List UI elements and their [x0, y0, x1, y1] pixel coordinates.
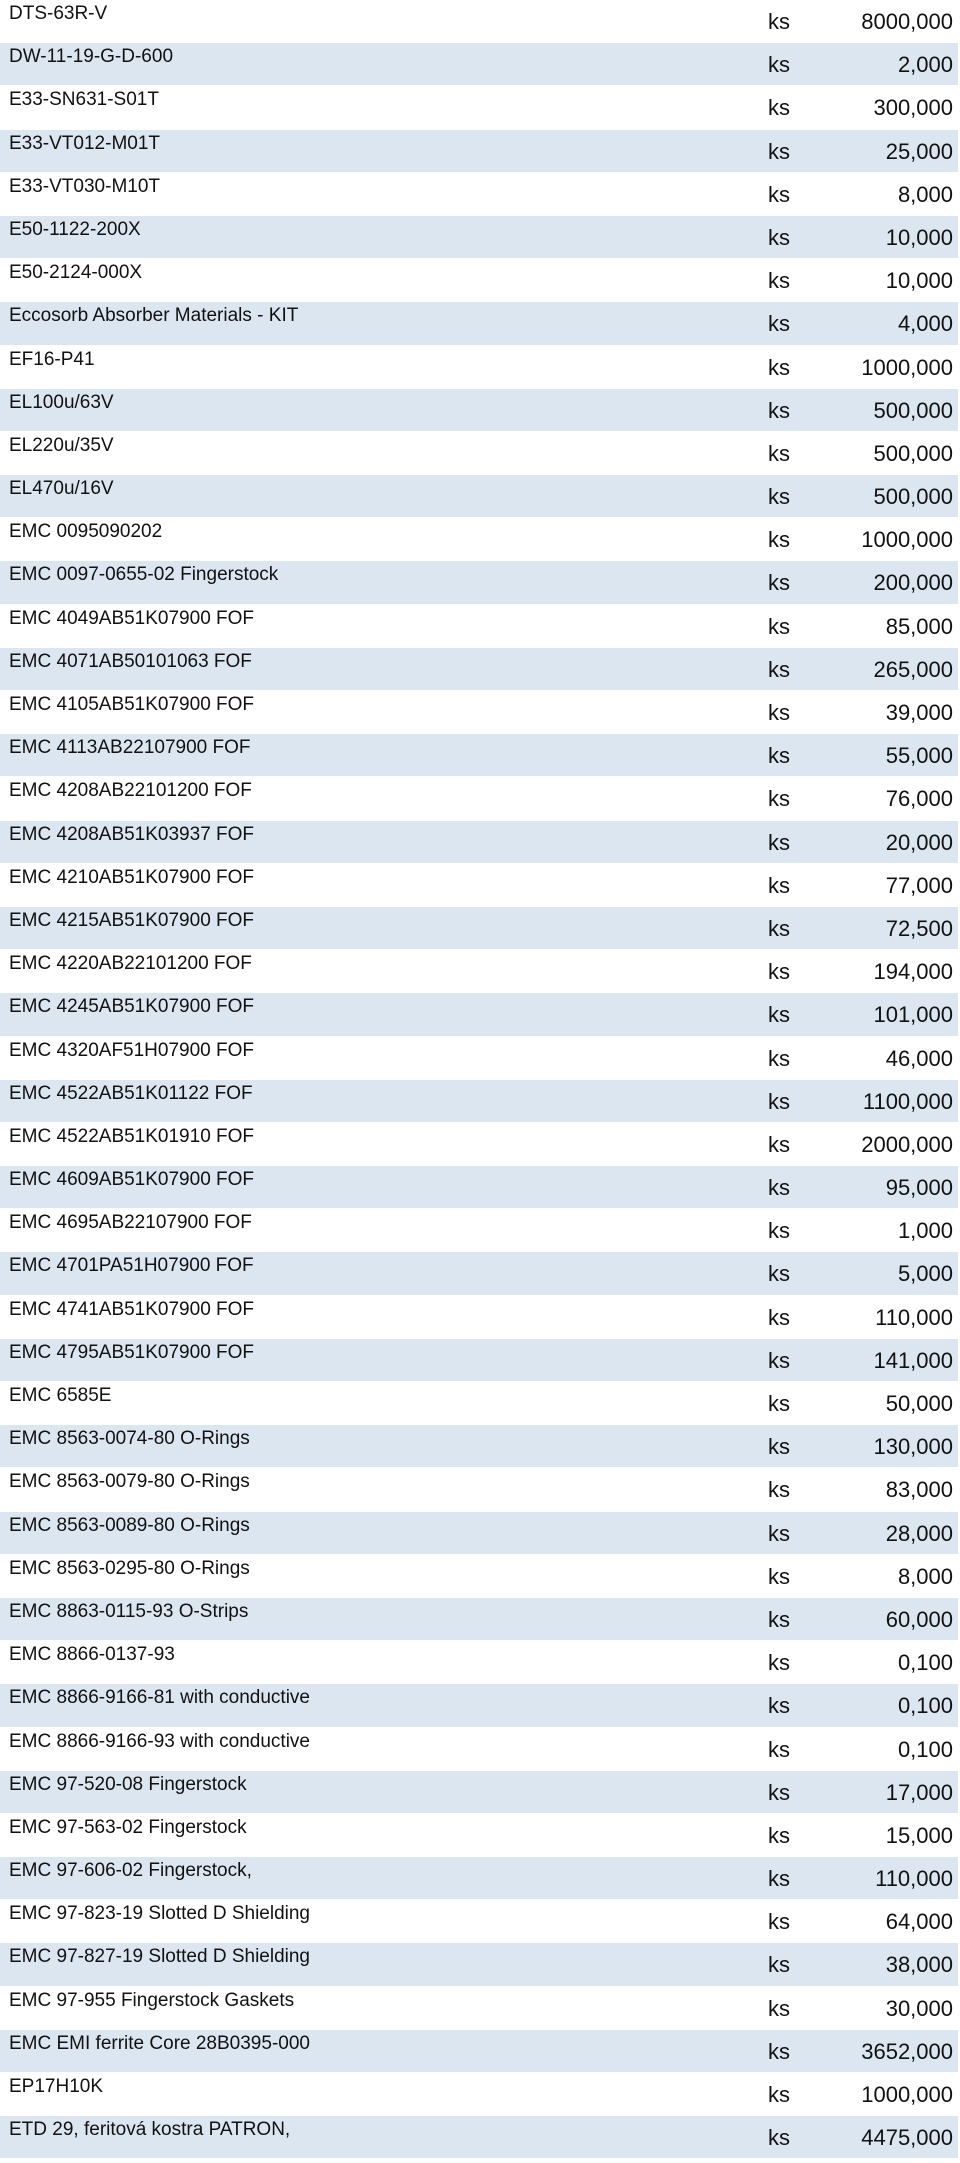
- item-name: EL220u/35V: [9, 434, 114, 456]
- table-row: [0, 0, 960, 43]
- item-quantity: 0,100: [897, 1650, 953, 1676]
- item-quantity: 2000,000: [861, 1131, 953, 1157]
- item-quantity: 500,000: [873, 484, 953, 510]
- table-row: [0, 648, 960, 691]
- item-name: EMC 4215AB51K07900 FOF: [9, 909, 255, 931]
- item-unit: ks: [768, 829, 790, 855]
- item-unit: ks: [768, 959, 790, 985]
- item-name: EMC 97-827-19 Slotted D Shielding: [9, 1946, 311, 1968]
- item-quantity: 72,500: [885, 915, 953, 941]
- item-unit: ks: [768, 1909, 790, 1935]
- table-row: [0, 302, 960, 345]
- table-row: [0, 1209, 960, 1252]
- item-unit: ks: [768, 1866, 790, 1892]
- table-row: [0, 346, 960, 389]
- table-row: [0, 1468, 960, 1511]
- table-row: [0, 1512, 960, 1555]
- item-quantity: 1100,000: [862, 1088, 953, 1114]
- item-unit: ks: [768, 9, 790, 34]
- table-row: [0, 605, 960, 648]
- item-name: EMC 4210AB51K07900 FOF: [9, 866, 255, 888]
- item-name: EL470u/16V: [9, 478, 114, 500]
- table-row: [0, 1080, 960, 1123]
- item-quantity: 1,000: [897, 1218, 953, 1244]
- item-name: EMC 8863-0115-93 O-Strips: [9, 1600, 249, 1622]
- item-unit: ks: [768, 1002, 790, 1028]
- item-quantity: 15,000: [885, 1822, 953, 1848]
- item-quantity: 4,000: [897, 311, 953, 337]
- item-unit: ks: [768, 1218, 790, 1244]
- item-unit: ks: [768, 786, 790, 812]
- item-name: EMC 8563-0295-80 O-Rings: [9, 1557, 250, 1579]
- item-quantity: 500,000: [873, 397, 953, 423]
- item-unit: ks: [768, 1131, 790, 1157]
- table-row: [0, 130, 960, 173]
- item-quantity: 110,000: [875, 1304, 953, 1330]
- table-row: [0, 1555, 960, 1598]
- item-unit: ks: [768, 743, 790, 769]
- item-name: EMC 97-955 Fingerstock Gaskets: [9, 1989, 295, 2011]
- table-row: [0, 864, 960, 907]
- item-unit: ks: [768, 224, 790, 250]
- table-row: [0, 1684, 960, 1727]
- item-name: EMC 8866-9166-81 with conductive: [9, 1687, 311, 1709]
- item-unit: ks: [768, 52, 790, 78]
- item-unit: ks: [768, 1822, 790, 1848]
- item-name: EMC 4609AB51K07900 FOF: [9, 1169, 255, 1191]
- item-name: EP17H10K: [9, 2076, 104, 2097]
- item-quantity: 64,000: [885, 1909, 953, 1935]
- item-name: EMC 8563-0074-80 O-Rings: [9, 1428, 250, 1450]
- item-quantity: 1000,000: [861, 354, 953, 380]
- item-unit: ks: [768, 95, 790, 121]
- table-row: [0, 1943, 960, 1986]
- item-quantity: 39,000: [885, 700, 953, 725]
- item-quantity: 130,000: [873, 1434, 953, 1460]
- table-row: [0, 1252, 960, 1295]
- table-row: [0, 561, 960, 604]
- item-unit: ks: [768, 1434, 790, 1460]
- item-unit: ks: [768, 1736, 790, 1762]
- item-quantity: 85,000: [885, 613, 953, 639]
- item-quantity: 50,000: [885, 1391, 953, 1416]
- item-unit: ks: [768, 1693, 790, 1719]
- table-row: [0, 993, 960, 1036]
- item-name: EMC 4320AF51H07900 FOF: [9, 1039, 255, 1061]
- item-unit: ks: [768, 872, 790, 898]
- item-quantity: 300,000: [873, 95, 953, 121]
- row-divider: [0, 2158, 960, 2159]
- item-unit: ks: [768, 700, 790, 725]
- item-unit: ks: [768, 613, 790, 639]
- item-quantity: 17,000: [885, 1779, 953, 1805]
- item-quantity: 10,000: [885, 224, 953, 250]
- item-quantity: 60,000: [885, 1606, 953, 1632]
- table-row: [0, 821, 960, 864]
- item-unit: ks: [768, 1477, 790, 1503]
- table-row: [0, 2073, 960, 2116]
- table-row: [0, 1814, 960, 1857]
- item-name: EMC 8866-9166-93 with conductive: [9, 1730, 311, 1752]
- item-unit: ks: [768, 484, 790, 510]
- item-quantity: 200,000: [873, 570, 953, 596]
- item-unit: ks: [768, 1261, 790, 1287]
- item-unit: ks: [768, 2038, 790, 2064]
- table-row: [0, 173, 960, 216]
- table-row: [0, 691, 960, 734]
- item-quantity: 0,100: [897, 1736, 953, 1762]
- item-quantity: 5,000: [897, 1261, 953, 1287]
- item-unit: ks: [768, 1391, 790, 1416]
- item-unit: ks: [768, 1088, 790, 1114]
- table-row: [0, 389, 960, 432]
- item-quantity: 101,000: [873, 1002, 953, 1028]
- item-quantity: 76,000: [885, 786, 953, 812]
- table-row: [0, 216, 960, 259]
- item-quantity: 2,000: [897, 52, 953, 78]
- item-name: DTS-63R-V: [9, 3, 108, 24]
- item-unit: ks: [768, 1563, 790, 1589]
- item-quantity: 1000,000: [861, 527, 953, 553]
- item-quantity: 110,000: [875, 1866, 953, 1892]
- item-name: EL100u/63V: [9, 391, 114, 413]
- table-row: [0, 1728, 960, 1771]
- item-name: Eccosorb Absorber Materials - KIT: [9, 305, 299, 327]
- item-quantity: 46,000: [885, 1045, 953, 1071]
- item-unit: ks: [768, 1347, 790, 1373]
- table-row: [0, 1987, 960, 2030]
- item-name: EMC 4208AB51K03937 FOF: [9, 823, 255, 845]
- item-name: EMC 4113AB22107900 FOF: [9, 737, 251, 759]
- item-quantity: 20,000: [885, 829, 953, 855]
- item-unit: ks: [768, 1952, 790, 1978]
- table-row: [0, 1598, 960, 1641]
- item-unit: ks: [768, 1304, 790, 1330]
- item-unit: ks: [768, 138, 790, 164]
- item-quantity: 3652,000: [861, 2038, 953, 2064]
- item-name: DW-11-19-G-D-600: [9, 46, 174, 68]
- table-row: [0, 1123, 960, 1166]
- item-quantity: 25,000: [885, 138, 953, 164]
- item-name: EMC 8563-0089-80 O-Rings: [9, 1514, 250, 1536]
- item-name: EMC 97-520-08 Fingerstock: [9, 1773, 247, 1795]
- item-name: E50-1122-200X: [9, 218, 141, 240]
- table-row: [0, 2116, 960, 2159]
- table-row: [0, 907, 960, 950]
- table-row: [0, 777, 960, 820]
- table-row: [0, 1339, 960, 1382]
- item-quantity: 8000,000: [861, 9, 953, 34]
- item-quantity: 95,000: [885, 1175, 953, 1201]
- table-row: [0, 1382, 960, 1425]
- item-name: EMC 97-606-02 Fingerstock,: [9, 1860, 252, 1882]
- item-quantity: 83,000: [885, 1477, 953, 1503]
- item-quantity: 141,000: [873, 1347, 953, 1373]
- item-unit: ks: [768, 1650, 790, 1676]
- item-name: EMC 0095090202: [9, 521, 163, 543]
- table-row: [0, 950, 960, 993]
- item-name: E33-SN631-S01T: [9, 89, 159, 111]
- item-unit: ks: [768, 268, 790, 294]
- item-name: E33-VT030-M10T: [9, 175, 161, 197]
- item-name: EMC 4795AB51K07900 FOF: [9, 1341, 255, 1363]
- table-row: [0, 86, 960, 129]
- item-name: E50-2124-000X: [9, 262, 143, 284]
- table-row: [0, 1166, 960, 1209]
- table-row: [0, 1900, 960, 1943]
- item-quantity: 77,000: [885, 872, 953, 898]
- item-quantity: 194,000: [873, 959, 953, 985]
- item-quantity: 500,000: [873, 440, 953, 466]
- item-unit: ks: [768, 1606, 790, 1632]
- item-quantity: 8,000: [897, 1563, 953, 1589]
- item-name: EF16-P41: [9, 348, 95, 370]
- table-row: [0, 1425, 960, 1468]
- item-unit: ks: [768, 354, 790, 380]
- item-name: EMC 4522AB51K01122 FOF: [9, 1082, 253, 1104]
- item-name: E33-VT012-M01T: [9, 132, 161, 154]
- item-unit: ks: [768, 1045, 790, 1071]
- table-row: [0, 1771, 960, 1814]
- item-unit: ks: [768, 2125, 790, 2151]
- item-unit: ks: [768, 181, 790, 207]
- item-quantity: 1000,000: [861, 2082, 953, 2107]
- item-name: EMC 4071AB50101063 FOF: [9, 650, 252, 672]
- table-row: [0, 1296, 960, 1339]
- item-quantity: 4475,000: [861, 2125, 953, 2151]
- item-unit: ks: [768, 1779, 790, 1805]
- item-name: EMC 4105AB51K07900 FOF: [9, 694, 255, 715]
- item-name: EMC 97-823-19 Slotted D Shielding: [9, 1903, 311, 1925]
- table-row: [0, 518, 960, 561]
- item-name: EMC 6585E: [9, 1385, 112, 1406]
- item-name: EMC 97-563-02 Fingerstock: [9, 1816, 247, 1838]
- table-row: [0, 475, 960, 518]
- item-name: EMC EMI ferrite Core 28B0395-000: [9, 2032, 310, 2054]
- item-quantity: 10,000: [885, 268, 953, 294]
- item-quantity: 55,000: [885, 743, 953, 769]
- item-unit: ks: [768, 1520, 790, 1546]
- item-unit: ks: [768, 570, 790, 596]
- item-quantity: 0,100: [897, 1693, 953, 1719]
- item-name: EMC 0097-0655-02 Fingerstock: [9, 564, 279, 586]
- item-unit: ks: [768, 1995, 790, 2021]
- item-unit: ks: [768, 656, 790, 682]
- item-name: ETD 29, feritová kostra PATRON,: [9, 2119, 291, 2141]
- item-unit: ks: [768, 2082, 790, 2107]
- table-row: [0, 1641, 960, 1684]
- item-name: EMC 4208AB22101200 FOF: [9, 780, 252, 802]
- item-quantity: 265,000: [873, 656, 953, 682]
- item-unit: ks: [768, 1175, 790, 1201]
- item-quantity: 30,000: [885, 1995, 953, 2021]
- table-row: [0, 734, 960, 777]
- item-name: EMC 4049AB51K07900 FOF: [9, 607, 255, 629]
- item-unit: ks: [768, 915, 790, 941]
- table-row: [0, 1037, 960, 1080]
- item-quantity: 28,000: [885, 1520, 953, 1546]
- item-name: EMC 4701PA51H07900 FOF: [9, 1255, 254, 1277]
- item-quantity: 8,000: [897, 181, 953, 207]
- item-unit: ks: [768, 397, 790, 423]
- item-name: EMC 4220AB22101200 FOF: [9, 953, 252, 975]
- item-unit: ks: [768, 440, 790, 466]
- table-row: [0, 432, 960, 475]
- table-row: [0, 43, 960, 86]
- item-unit: ks: [768, 311, 790, 337]
- item-name: EMC 8866-0137-93: [9, 1644, 175, 1666]
- item-name: EMC 4695AB22107900 FOF: [9, 1212, 252, 1234]
- table-row: [0, 2030, 960, 2073]
- item-quantity: 38,000: [885, 1952, 953, 1978]
- item-unit: ks: [768, 527, 790, 553]
- item-name: EMC 4522AB51K01910 FOF: [9, 1125, 255, 1147]
- table-row: [0, 259, 960, 302]
- item-name: EMC 4741AB51K07900 FOF: [9, 1298, 255, 1320]
- item-name: EMC 4245AB51K07900 FOF: [9, 996, 255, 1018]
- table-row: [0, 1857, 960, 1900]
- item-name: EMC 8563-0079-80 O-Rings: [9, 1471, 250, 1493]
